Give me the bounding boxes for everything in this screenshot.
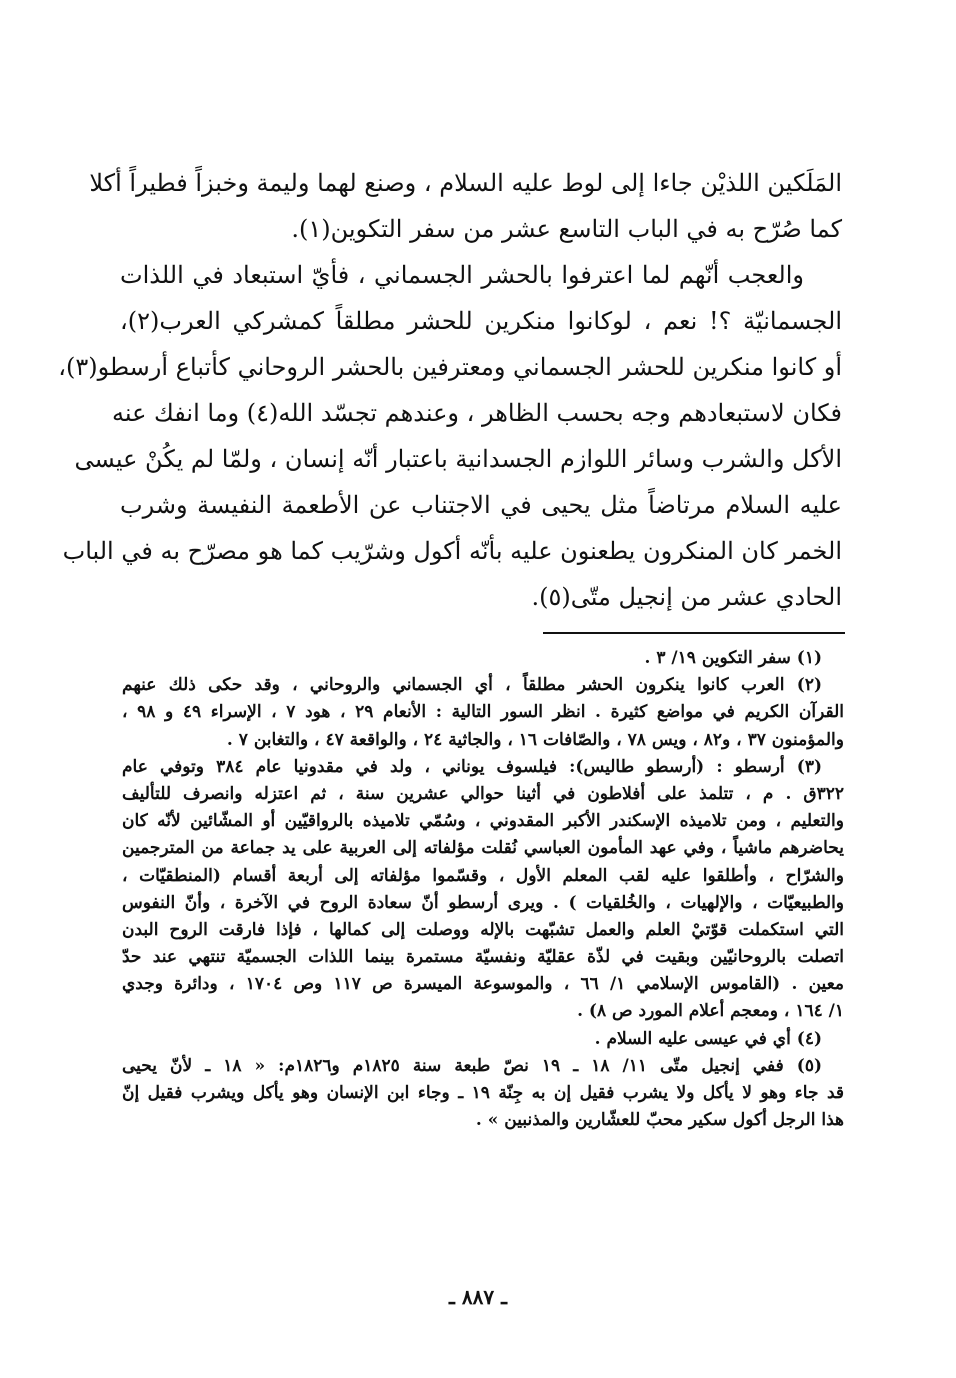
footnote-line: ٣٢٢ق . م ، تتلمذ على أفلاطون في أثينا حوالي عشرين سنة ، ثم اعتزله وانصرف للتأليف xyxy=(122,783,844,804)
page-number: ـ ٨٨٧ ـ xyxy=(449,1285,507,1309)
footnote-line: والطبيعيّات ، والإلهيات ، والخُلقيات ) . ويرى أرسطو أنّ سعادة الروح في الآخرة ، وأنّ النفوس xyxy=(122,892,844,913)
footnote-separator xyxy=(543,632,845,634)
footnotes-block xyxy=(122,645,844,1134)
footnote-line: والتعليم ، ومن تلاميذه الإسكندر الأكبر المقدوني ، وسُمّي تلاميذه بالرواقيّين أو المشّائين لأنّه كان xyxy=(122,811,844,832)
footnote-line: (٥) ففي إنجيل متّى ١١/ ١٨ ـ ١٩ نصّ طبعة سنة ١٨٢٥م و١٨٢٦م: « ١٨ ـ لأنّ يحيى xyxy=(122,1055,823,1076)
main-text-line: والعجب أنّهم لما اعترفوا بالحشر الجسماني ، فأيّ استبعاد في اللذات xyxy=(120,261,804,289)
footnote-line: (٤) أي في عيسى عليه السلام . xyxy=(594,1028,822,1049)
main-text-line: الأكل والشرب وسائر اللوازم الجسدانية باعتبار أنّه إنسان ، ولمّا لم يكُنْ عيسى xyxy=(74,445,842,473)
main-text-line: كما صُرّح به في الباب التاسع عشر من سفر التكوين(١). xyxy=(291,215,842,243)
footnote-line: اتصلت بالروحانيّين وبقيت في لذّة عقليّة ونفسيّة مستمرة بينما اللذات الجسميّة تنتهي عند حدّ xyxy=(122,947,844,968)
footnote-line: ١/ ١٦٤ ، ومعجم أعلام المورد ص ٨) . xyxy=(577,1001,844,1022)
footnote-line: والشرّاح ، وأطلقوا عليه لقب المعلم الأول ، وقسّموا مؤلفاته إلى أربعة أقسام (المنطقيّات ، xyxy=(122,865,844,886)
footnote-line: التي استكملت قوّتيْ العلم والعمل تشبّهت بالإله ووصلت إلى كمالها ، فإذا فارقت الروح البدن xyxy=(122,919,844,940)
footnote-line: والمؤمنون ٣٧ ، و٨٢ ، ويس ٧٨ ، والصّافات ١٦ ، والجاثية ٢٤ ، والواقعة ٤٧ ، والتغابن ٧ . xyxy=(226,729,844,750)
footnote-line: القرآن الكريم في مواضع كثيرة . انظر السور التالية : الأنعام ٢٩ ، هود ٧ ، الإسراء ٤٩ و ٩٨ ، xyxy=(122,702,844,723)
footnote-line: هذا الرجل أكول سكير محبّ للعشّارين والمذنبين » . xyxy=(475,1110,844,1131)
main-text-line: أو كانوا منكرين للحشر الجسماني ومعترفين بالحشر الروحاني كأتباع أرسطو(٣)، xyxy=(58,353,842,381)
footnote-line: (٣) أرسطو : (أرسطو طاليس): فيلسوف يوناني ، ولد في مقدونيا عام ٣٨٤ وتوفي عام xyxy=(122,756,822,777)
main-text-line: الخمر كان المنكرون يطعنون عليه بأنّه أكول وشرّيب كما هو مصرّح به في الباب xyxy=(62,537,842,565)
footnote-line: يحاضرهم ماشياً ، وفي عهد المأمون العباسي نُقلت مؤلفاته إلى العربية على يد جماعة من المترجمين xyxy=(122,838,844,859)
footnote-line: (١) سفر التكوين ١٩/ ٣ . xyxy=(644,648,822,668)
footnote-line: قد جاء وهو لا يأكل ولا يشرب فقيل إن به جِنّة ١٩ ـ وجاء ابن الإنسان وهو يأكل ويشرب فقيل إنّ xyxy=(122,1083,844,1103)
main-text-line: الحادي عشر من إنجيل متّى(٥). xyxy=(531,583,842,611)
main-text-line: فكان لاستبعادهم وجه بحسب الظاهر ، وعندهم تجسّد الله(٤) وما انفك عنه xyxy=(111,399,842,427)
footnote-line: معين . (القاموس الإسلامي ١/ ٦٦ ، والموسوعة الميسرة ص ١١٧ وص ١٧٠٤ ، ودائرة وجدي xyxy=(122,974,844,995)
main-text-line: عليه السلام مرتاضاً مثل يحيى في الاجتناب عن الأطعمة النفيسة وشرب xyxy=(120,491,842,519)
main-text-line: الجسمانيّة ؟! نعم ، لوكانوا منكرين للحشر مطلقاً كمشركي العرب(٢)، xyxy=(120,307,842,335)
main-text-block xyxy=(58,160,842,620)
main-text-line: المَلَكين اللذيْن جاءا إلى لوط عليه السلام ، وصنع لهما وليمة وخبزاً فطيراً أكلا xyxy=(89,169,842,197)
footnote-line: (٢) العرب كانوا ينكرون الحشر مطلقاً ، أي الجسماني والروحاني ، وقد حكى ذلك عنهم xyxy=(122,675,822,696)
